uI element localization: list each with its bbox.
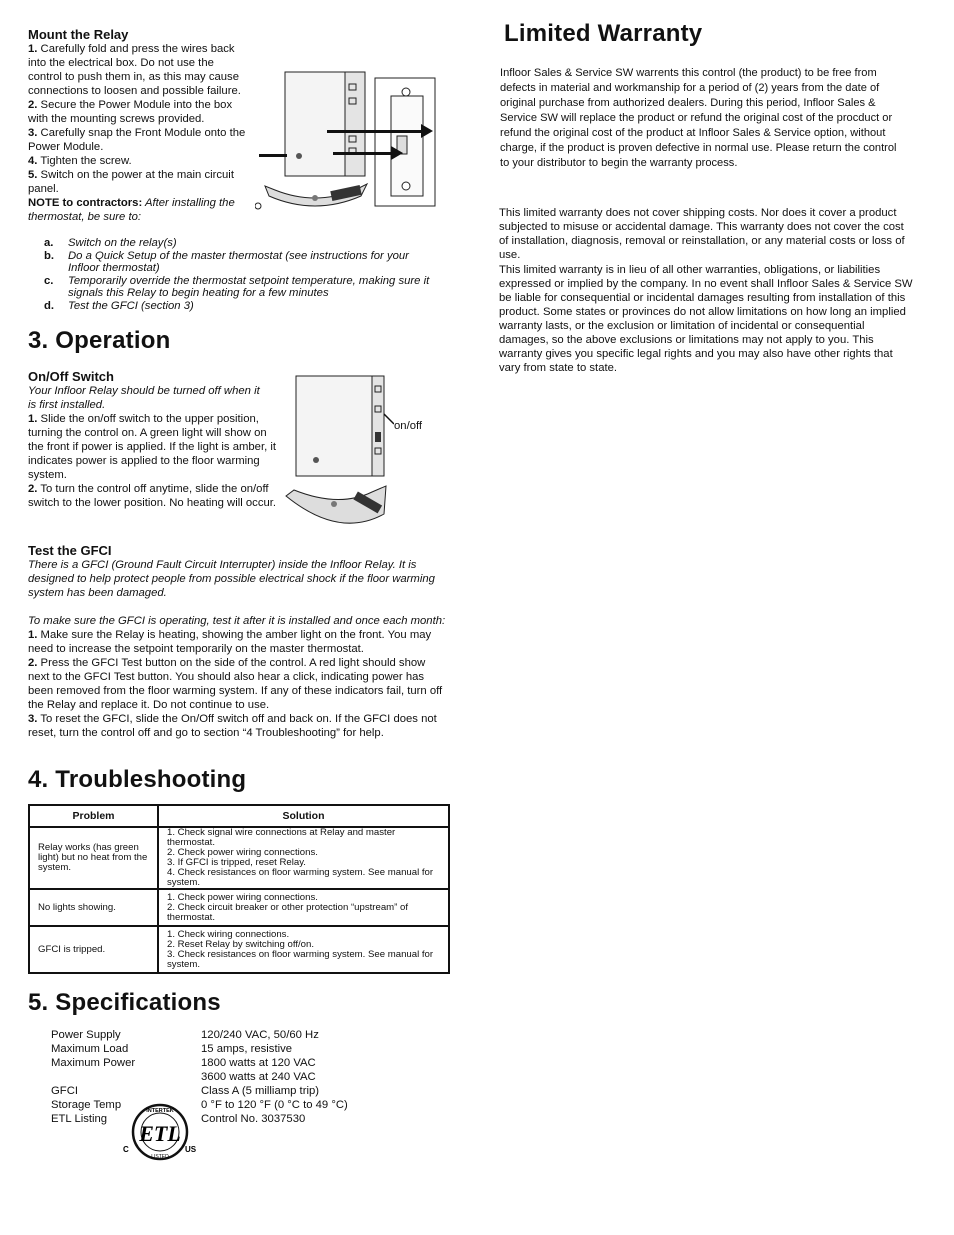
- etl-us-text: US: [185, 1145, 197, 1154]
- gfci-intro-2: To make sure the GFCI is operating, test it after it is installed and once each month:: [28, 615, 446, 627]
- column-header-solution: Solution: [158, 805, 449, 827]
- troubleshooting-title: 4. Troubleshooting: [28, 766, 247, 793]
- gfci-intro: There is a GFCI (Ground Fault Circuit Interrupter) inside the Infloor Relay. It is designed to help protect people from possible electrical shock if the floor warming system has been damaged.: [28, 559, 435, 599]
- mounting-illustration: [255, 66, 445, 216]
- problem-cell: Relay works (has green light) but no heat from the system.: [29, 827, 158, 889]
- warranty-paragraph-1: Infloor Sales & Service SW warrents this control (the product) to be free from defects in material and workmanship for a period of (2) years from the date of original purchase from authorized dealers. During this period, Infloor Sales & Service SW will replace the product or refund the original cost of the procduct or refund the original cost of the product at Infloor Sales & Service option, without charge, if the product is proven defective in normal use. Please return the control to your distributor to begin the warranty process.: [500, 67, 897, 169]
- specifications-title: 5. Specifications: [28, 989, 221, 1016]
- mount-step: 2. Secure the Power Module into the box with the mounting screws provided.: [28, 99, 233, 125]
- column-header-problem: Problem: [29, 805, 158, 827]
- onoff-section: [28, 369, 283, 510]
- gfci-section: [28, 543, 446, 740]
- gfci-step: 2. Press the GFCI Test button on the side of the control. A red light should show next to the GFCI Test button. You should also hear a click, indicating power has been removed from the floor warming system. If any of these indicators fail, turn off the Relay and replace it. Do not continue to use.: [28, 657, 443, 711]
- spec-row: Maximum Power 1800 watts at 120 VAC: [51, 1057, 316, 1069]
- checklist-item: b. Do a Quick Setup of the master thermostat (see instructions for your Infloor thermostat): [44, 249, 409, 274]
- contractor-note: NOTE to contractors: After installing the thermostat, be sure to:: [28, 197, 235, 223]
- operation-title: 3. Operation: [28, 327, 171, 354]
- onoff-intro: Your Infloor Relay should be turned off when it is first installed.: [28, 385, 260, 411]
- checklist-item: c. Temporarily override the thermostat setpoint temperature, making sure it signals this Relay to begin heating for a few minutes: [44, 274, 430, 299]
- etl-top-text: INTERTEK: [146, 1108, 174, 1114]
- mount-steps: [28, 42, 248, 224]
- solution-cell: 1. Check signal wire connections at Relay and master thermostat. 2. Check power wiring connections. 3. If GFCI is tripped, reset Relay. 4. Check resistances on floor warming system. See manual for system.: [158, 827, 449, 889]
- etl-c-text: C: [123, 1145, 129, 1154]
- spec-row: Power Supply 120/240 VAC, 50/60 Hz: [51, 1029, 319, 1041]
- warranty-paragraph-3: This limited warranty is in lieu of all other warranties, obligations, or liabilities expressed or implied by the company. In no event shall Infloor Sales & Service SW be liable for consequential or incidental damages resulting from installation of this product. Some states or provinces do not allow limitations on how long an implied warranty lasts, or the exclusion or limitation of incidental or consequential damages, so the above exclusions or limitations may not apply to you. This warranty gives you specific legal rights and you may also have other rights that vary from state to state.: [499, 264, 913, 374]
- mount-section: [28, 27, 248, 224]
- checklist-item: d. Test the GFCI (section 3): [44, 299, 194, 312]
- table-row: [29, 926, 449, 973]
- mount-step: 4. Tighten the screw.: [28, 155, 132, 167]
- gfci-step: 3. To reset the GFCI, slide the On/Off switch off and back on. If the GFCI does not reset, turn the control off and go to section “4 Troubleshooting” for help.: [28, 713, 437, 739]
- spec-row: GFCI Class A (5 milliamp trip): [51, 1085, 320, 1097]
- warranty-paragraph-2: This limited warranty does not cover shipping costs. Nor does it cover a product subjected to misuse or accidental damage. This warranty does not cover the cost of installation, diagnosis, removal or reinstallation, or any material costs or loss of use.: [499, 207, 905, 261]
- problem-cell: No lights showing.: [29, 889, 158, 926]
- spec-row: 3600 watts at 240 VAC: [201, 1071, 316, 1083]
- gfci-step: 1. Make sure the Relay is heating, showing the amber light on the front. You may need to increase the setpoint temporarily on the master thermostat.: [28, 629, 432, 655]
- onoff-step: 2. To turn the control off anytime, slide the on/off switch to the lower position. No heating will occur.: [28, 483, 277, 509]
- spec-row: Maximum Load 15 amps, resistive: [51, 1043, 293, 1055]
- specifications-list: [51, 1028, 411, 1126]
- solution-cell: 1. Check wiring connections. 2. Reset Relay by switching off/on. 3. Check resistances on floor warming system. See manual for system.: [158, 926, 449, 973]
- troubleshooting-table: [28, 804, 450, 974]
- mount-title: Mount the Relay: [28, 27, 129, 42]
- checklist-item: a. Switch on the relay(s): [44, 237, 177, 249]
- table-row: [29, 889, 449, 926]
- mount-step: 1. Carefully fold and press the wires back into the electrical box. Do not use the control to push them in, as this may cause connections to loosen and possible failure.: [28, 43, 241, 97]
- mount-step: 5. Switch on the power at the main circuit panel.: [28, 169, 234, 195]
- onoff-step: 1. Slide the on/off switch to the upper position, turning the control on. A green light will show on the front if power is applied. If the light is amber, it indicates power is applied to the floor warming system.: [28, 413, 277, 481]
- mount-step: 3. Carefully snap the Front Module onto the Power Module.: [28, 127, 246, 153]
- spec-row: ETL Listing Control No. 3037530: [51, 1113, 306, 1125]
- etl-listed-logo: [120, 1100, 202, 1164]
- onoff-illustration: [284, 374, 394, 534]
- onoff-label: on/off: [394, 420, 423, 432]
- contractor-checklist: [28, 237, 438, 312]
- warranty-title: Limited Warranty: [504, 20, 703, 47]
- table-row: [29, 827, 449, 889]
- gfci-title: Test the GFCI: [28, 543, 112, 558]
- onoff-title: On/Off Switch: [28, 369, 114, 384]
- table-header-row: [29, 805, 449, 827]
- solution-cell: 1. Check power wiring connections. 2. Check circuit breaker or other protection “upstream” of thermostat.: [158, 889, 449, 926]
- etl-bottom-text: LISTED: [151, 1154, 169, 1160]
- problem-cell: GFCI is tripped.: [29, 926, 158, 973]
- etl-mark: ETL: [139, 1121, 181, 1146]
- spec-row: Storage Temp 0 °F to 120 °F (0 °C to 49 °C): [51, 1099, 348, 1111]
